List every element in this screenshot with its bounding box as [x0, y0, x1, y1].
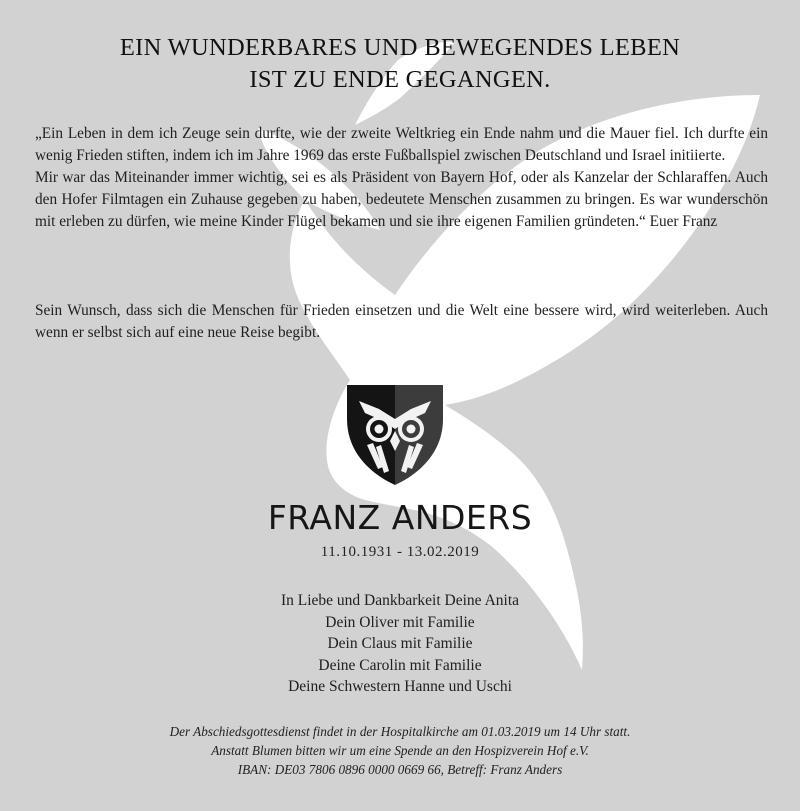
headline-line-2: IST ZU ENDE GEGANGEN. — [249, 66, 551, 93]
quote-paragraph-2: Mir war das Miteinander immer wichtig, sei es als Präsident von Bayern Hof, oder als Kanzelar der Schlaraffen. Auch den Hofer Filmtagen ein Zuhause gegeben zu haben, bedeutete Menschen zusammen zu bringen. Es war wunderschön mit erleben zu dürfen, wie meine Kinder Flügel bekamen und sie ihre eigenen Familien gründeten.“ Euer Franz — [35, 169, 768, 230]
notice-line-donation: Anstatt Blumen bitten wir um eine Spende an den Hospizverein Hof e.V. — [211, 743, 589, 758]
mourner-line: Deine Carolin mit Familie — [318, 656, 482, 674]
mourner-line: Dein Oliver mit Familie — [325, 613, 475, 631]
life-dates: 11.10.1931 - 13.02.2019 — [320, 544, 480, 560]
mourner-line: Deine Schwestern Hanne und Uschi — [288, 678, 512, 695]
notice-line-service: Der Abschiedsgottesdienst findet in der Hospitalkirche am 01.03.2019 um 14 Uhr statt. — [169, 724, 631, 739]
headline — [0, 32, 800, 96]
wish-paragraph: Sein Wunsch, dass sich die Menschen für Frieden einsetzen und die Welt eine bessere wird, wird weiterleben. Auch wenn er selbst sich auf eine neue Reise begibt. — [35, 302, 768, 341]
deceased-name: FRANZ ANDERS — [267, 498, 533, 537]
notice-line-iban: IBAN: DE03 7806 0896 0000 0669 66, Betreff: Franz Anders — [237, 762, 563, 777]
owl-shield-icon — [345, 379, 445, 487]
mourner-line: In Liebe und Dankbarkeit Deine Anita — [280, 592, 520, 609]
quote-paragraph-1: „Ein Leben in dem ich Zeuge sein durfte, wie der zweite Weltkrieg ein Ende nahm und die Mauer fiel. Ich durfte ein wenig Frieden stiften, indem ich im Jahre 1969 das erste Fußballspiel zwischen Deutschland und Israel initiierte. — [35, 125, 768, 164]
service-notice — [0, 722, 800, 779]
headline-line-1: EIN WUNDERBARES UND BEWEGENDES LEBEN — [119, 34, 681, 61]
quote-block — [35, 123, 768, 233]
mourners-list — [0, 590, 800, 698]
mourner-line: Dein Claus mit Familie — [327, 635, 473, 652]
